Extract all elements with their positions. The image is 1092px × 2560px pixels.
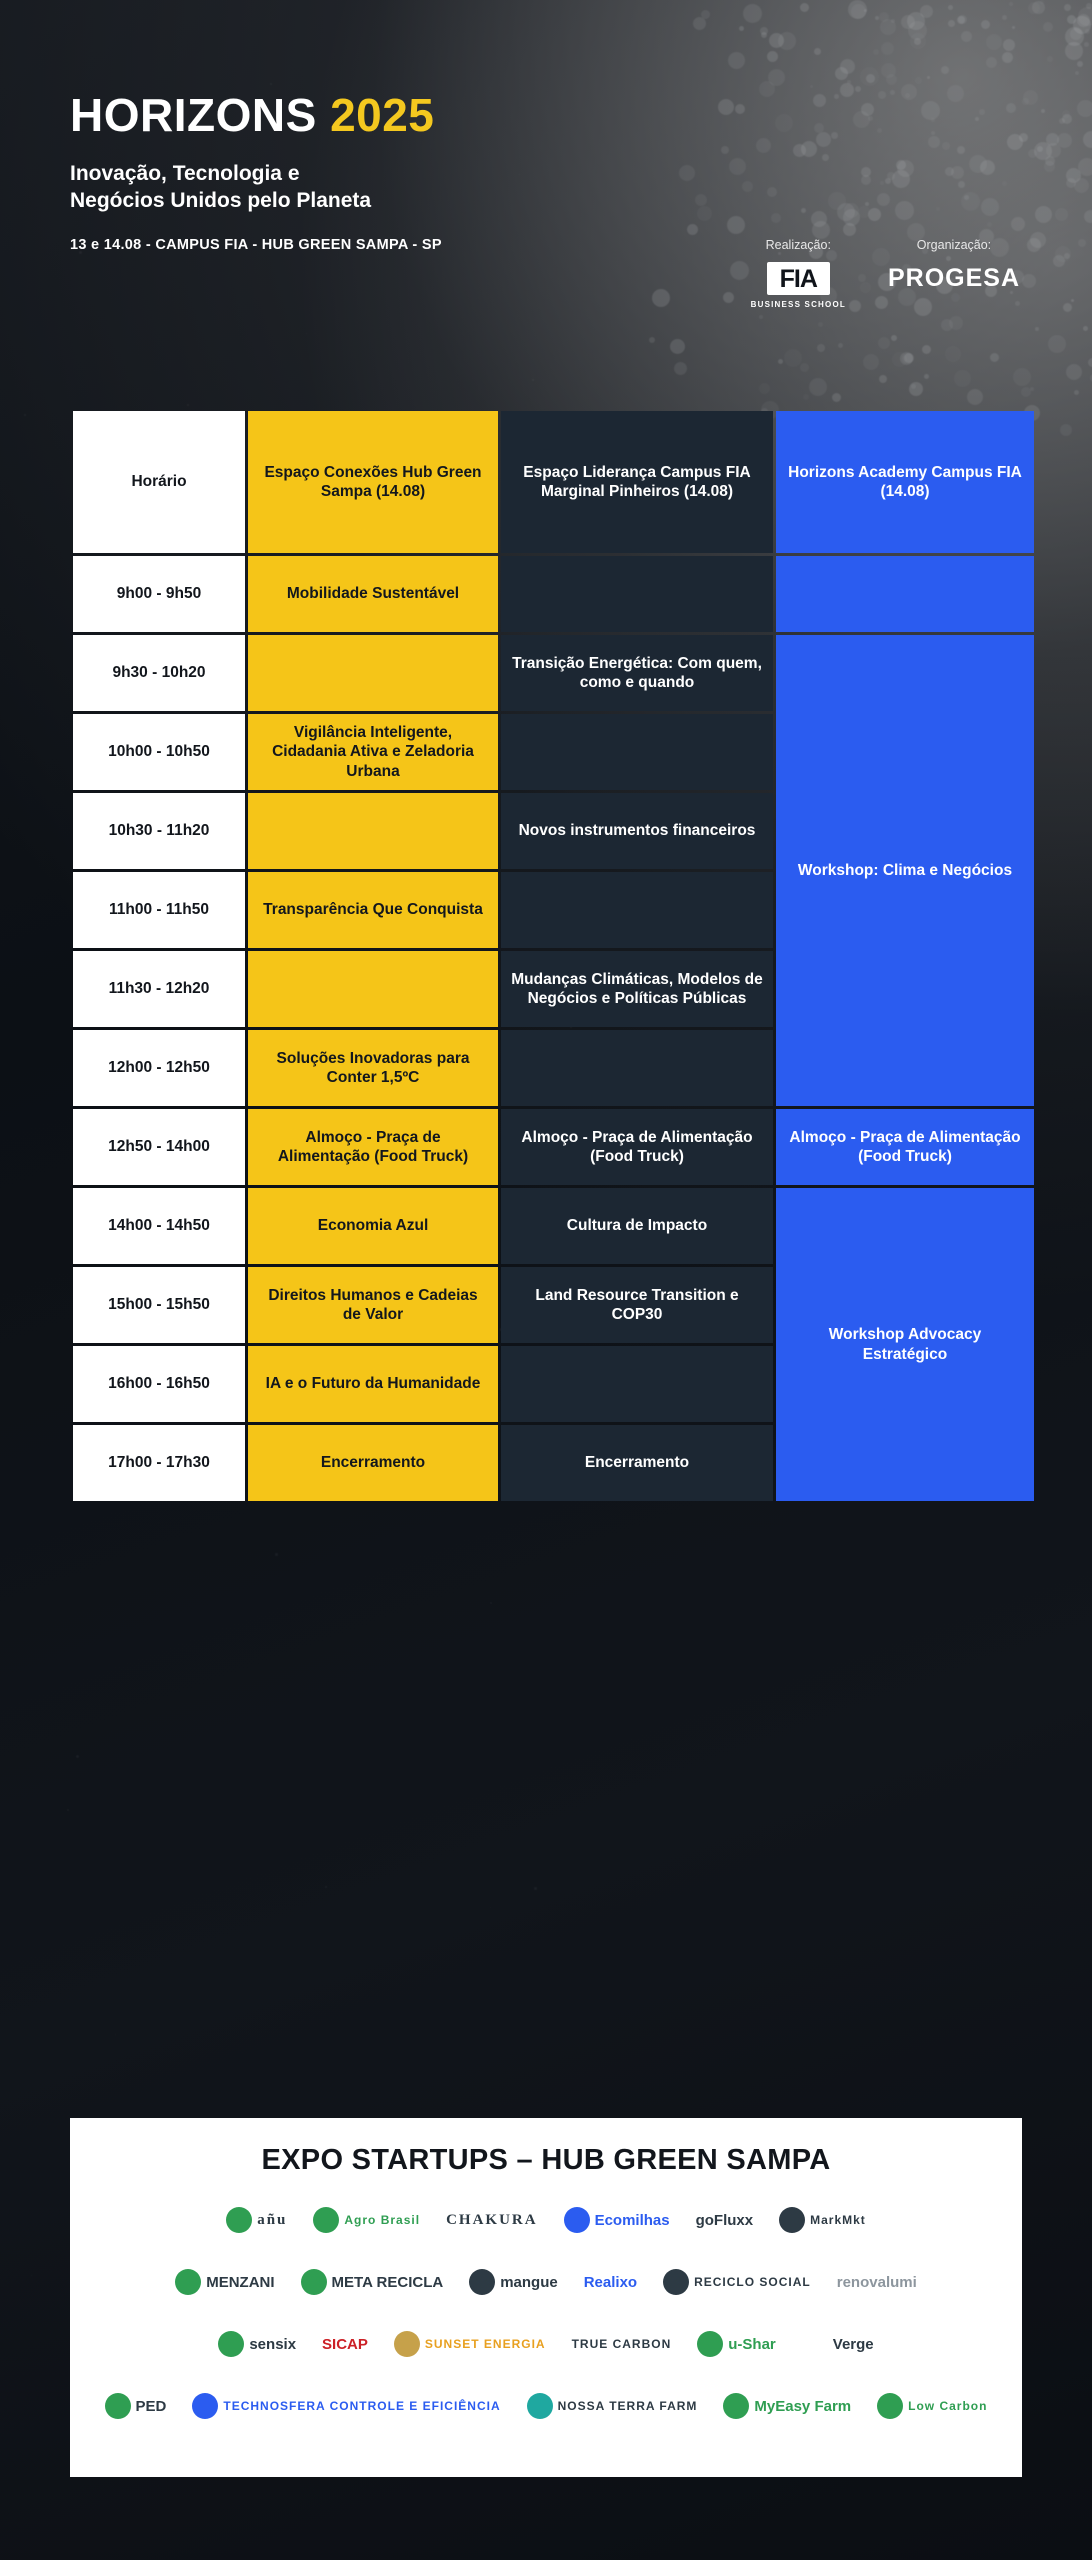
- expo-logo-2-6: [837, 2261, 917, 2303]
- schedule-time-cell: 17h00 - 17h30: [73, 1425, 245, 1501]
- expo-logo-3-4: [572, 2323, 672, 2365]
- schedule-time-cell: 15h00 - 15h50: [73, 1267, 245, 1343]
- schedule-session-academy: [776, 556, 1034, 632]
- expo-logo-row: [94, 2261, 998, 2303]
- expo-logo-label: goFluxx: [695, 2211, 754, 2229]
- expo-logo-4-3: [527, 2385, 698, 2427]
- schedule-session-conexoes: [248, 951, 498, 1027]
- schedule-header-row: [73, 411, 1034, 553]
- schedule-session-lideranca: Cultura de Impacto: [501, 1188, 773, 1264]
- expo-logo-label: CHAKURA: [446, 2211, 538, 2228]
- expo-logo-label: TECHNOSFERA CONTROLE E EFICIÊNCIA: [223, 2399, 501, 2413]
- expo-logo-mark-icon: [527, 2393, 553, 2419]
- poster-header: [0, 0, 1092, 253]
- expo-logo-label: MarkMkt: [810, 2213, 866, 2227]
- expo-logo-1-6: [779, 2199, 866, 2241]
- expo-logo-1-5: [696, 2199, 754, 2241]
- expo-logo-label: sensix: [249, 2335, 297, 2353]
- schedule-session-lideranca: Almoço - Praça de Alimentação (Food Truck): [501, 1109, 773, 1185]
- subtitle-line-2: Negócios Unidos pelo Planeta: [70, 189, 372, 213]
- expo-logo-2-2: [301, 2261, 444, 2303]
- expo-logo-1-2: [313, 2199, 420, 2241]
- schedule-session-lideranca: [501, 714, 773, 790]
- fia-logo: FIA: [767, 262, 830, 295]
- expo-logo-mark-icon: [564, 2207, 590, 2233]
- expo-logo-4-1: [105, 2385, 167, 2427]
- schedule-column-header-time: Horário: [73, 411, 245, 553]
- schedule-session-conexoes: [248, 635, 498, 711]
- expo-logo-label: MENZANI: [206, 2273, 275, 2291]
- expo-logo-label: Low Carbon: [908, 2399, 988, 2413]
- expo-logo-2-1: [175, 2261, 274, 2303]
- schedule-session-lideranca: Encerramento: [501, 1425, 773, 1501]
- schedule-time-cell: 12h00 - 12h50: [73, 1030, 245, 1106]
- expo-logo-mark-icon: [226, 2207, 252, 2233]
- expo-logo-row: [94, 2385, 998, 2427]
- schedule-time-cell: 10h30 - 11h20: [73, 793, 245, 869]
- schedule-time-cell: 9h00 - 9h50: [73, 556, 245, 632]
- expo-logo-label: SICAP: [322, 2335, 368, 2353]
- schedule-column-header-yellow: Espaço Conexões Hub Green Sampa (14.08): [248, 411, 498, 553]
- schedule-session-conexoes: Transparência Que Conquista: [248, 872, 498, 948]
- expo-logo-4-4: [723, 2385, 851, 2427]
- realizacao-block: [751, 238, 846, 309]
- expo-logo-mark-icon: [469, 2269, 495, 2295]
- schedule-session-lideranca: Novos instrumentos financeiros: [501, 793, 773, 869]
- schedule-session-conexoes: IA e o Futuro da Humanidade: [248, 1346, 498, 1422]
- schedule-row: [73, 1188, 1034, 1264]
- page-title: [70, 89, 1022, 141]
- expo-logo-mark-icon: [723, 2393, 749, 2419]
- schedule-session-academy: Workshop Advocacy Estratégico: [776, 1188, 1034, 1501]
- expo-logo-label: Agro Brasil: [344, 2213, 421, 2227]
- schedule-time-cell: 14h00 - 14h50: [73, 1188, 245, 1264]
- expo-logo-3-2: [322, 2323, 368, 2365]
- schedule-session-conexoes: Direitos Humanos e Cadeias de Valor: [248, 1267, 498, 1343]
- schedule-session-lideranca: Transição Energética: Com quem, como e quando: [501, 635, 773, 711]
- schedule-session-academy: Workshop: Clima e Negócios: [776, 635, 1034, 1106]
- schedule-session-conexoes: Almoço - Praça de Alimentação (Food Truck): [248, 1109, 498, 1185]
- expo-logo-mark-icon: [175, 2269, 201, 2295]
- schedule-time-cell: 12h50 - 14h00: [73, 1109, 245, 1185]
- schedule-time-cell: 11h00 - 11h50: [73, 872, 245, 948]
- expo-logo-mark-icon: [802, 2331, 828, 2357]
- expo-logo-3-6: [802, 2323, 874, 2365]
- expo-logo-2-3: [469, 2261, 558, 2303]
- schedule-row: [73, 635, 1034, 711]
- expo-logo-label: Ecomilhas: [594, 2211, 670, 2229]
- expo-logo-mark-icon: [697, 2331, 723, 2357]
- expo-logo-row: [94, 2323, 998, 2365]
- expo-logo-label: META RECICLA: [331, 2273, 444, 2291]
- schedule-column-header-dark: Espaço Liderança Campus FIA Marginal Pinheiros (14.08): [501, 411, 773, 553]
- expo-logo-mark-icon: [192, 2393, 218, 2419]
- expo-logo-label: u-Shar: [728, 2335, 776, 2353]
- expo-logo-1-4: [564, 2199, 670, 2241]
- title-year: 2025: [330, 89, 435, 141]
- schedule-table-wrapper: [70, 408, 1022, 1504]
- expo-logo-3-5: [697, 2323, 776, 2365]
- schedule-session-conexoes: Mobilidade Sustentável: [248, 556, 498, 632]
- schedule-session-lideranca: [501, 872, 773, 948]
- expo-logo-label: SUNSET ENERGIA: [424, 2337, 546, 2351]
- expo-logo-label: añu: [257, 2211, 288, 2228]
- schedule-session-lideranca: [501, 1030, 773, 1106]
- expo-logo-label: mangue: [500, 2273, 558, 2291]
- schedule-time-cell: 10h00 - 10h50: [73, 714, 245, 790]
- expo-logo-1-3: [446, 2199, 538, 2241]
- expo-startups-section: [70, 2118, 1022, 2477]
- expo-logo-label: renovalumi: [836, 2273, 917, 2291]
- title-main: HORIZONS: [70, 89, 317, 141]
- expo-logo-mark-icon: [779, 2207, 805, 2233]
- expo-logo-label: PED: [135, 2397, 167, 2415]
- schedule-session-academy: Almoço - Praça de Alimentação (Food Truck): [776, 1109, 1034, 1185]
- fia-logo-subtitle: BUSINESS SCHOOL: [750, 300, 846, 309]
- schedule-session-conexoes: Encerramento: [248, 1425, 498, 1501]
- expo-logo-3-3: [394, 2323, 546, 2365]
- expo-logo-3-1: [218, 2323, 296, 2365]
- expo-title: EXPO STARTUPS – HUB GREEN SAMPA: [261, 2144, 831, 2176]
- schedule-session-conexoes: Vigilância Inteligente, Cidadania Ativa e Zeladoria Urbana: [248, 714, 498, 790]
- expo-logo-label: RECICLO SOCIAL: [694, 2275, 811, 2289]
- expo-logo-mark-icon: [877, 2393, 903, 2419]
- progesa-logo: PROGESA: [887, 264, 1020, 292]
- event-date-location: 13 e 14.08 - CAMPUS FIA - HUB GREEN SAMPA - SP: [70, 236, 442, 253]
- poster-subtitle: [70, 160, 1022, 215]
- expo-logo-4-5: [877, 2385, 987, 2427]
- expo-logo-label: Verge: [832, 2335, 874, 2353]
- schedule-session-lideranca: Mudanças Climáticas, Modelos de Negócios e Políticas Públicas: [501, 951, 773, 1027]
- sponsor-logos: [751, 238, 1020, 309]
- expo-logo-1-1: [226, 2199, 287, 2241]
- expo-logo-mark-icon: [663, 2269, 689, 2295]
- schedule-session-conexoes: Economia Azul: [248, 1188, 498, 1264]
- expo-logo-mark-icon: [394, 2331, 420, 2357]
- expo-logo-label: TRUE CARBON: [571, 2337, 672, 2351]
- expo-logo-label: Realixo: [583, 2273, 638, 2291]
- expo-logo-mark-icon: [218, 2331, 244, 2357]
- expo-logo-mark-icon: [313, 2207, 339, 2233]
- schedule-time-cell: 9h30 - 10h20: [73, 635, 245, 711]
- schedule-column-header-blue: Horizons Academy Campus FIA (14.08): [776, 411, 1034, 553]
- schedule-session-conexoes: Soluções Inovadoras para Conter 1,5ºC: [248, 1030, 498, 1106]
- schedule-row: [73, 1109, 1034, 1185]
- expo-logo-4-2: [192, 2385, 500, 2427]
- schedule-table: [70, 408, 1037, 1504]
- realizacao-label: Realização:: [765, 238, 831, 252]
- expo-logo-2-5: [663, 2261, 811, 2303]
- schedule-session-lideranca: [501, 556, 773, 632]
- expo-logo-row: [94, 2199, 998, 2241]
- expo-logo-mark-icon: [301, 2269, 327, 2295]
- expo-logo-label: MyEasy Farm: [754, 2397, 852, 2415]
- organizacao-block: [888, 238, 1020, 291]
- organizacao-label: Organização:: [916, 238, 992, 252]
- schedule-session-lideranca: Land Resource Transition e COP30: [501, 1267, 773, 1343]
- schedule-time-cell: 16h00 - 16h50: [73, 1346, 245, 1422]
- expo-logo-label: NOSSA TERRA FARM: [557, 2399, 698, 2413]
- schedule-session-lideranca: [501, 1346, 773, 1422]
- schedule-session-conexoes: [248, 793, 498, 869]
- expo-logo-mark-icon: [105, 2393, 131, 2419]
- schedule-row: [73, 556, 1034, 632]
- subtitle-line-1: Inovação, Tecnologia e: [70, 162, 300, 185]
- expo-logo-2-4: [584, 2261, 637, 2303]
- schedule-time-cell: 11h30 - 12h20: [73, 951, 245, 1027]
